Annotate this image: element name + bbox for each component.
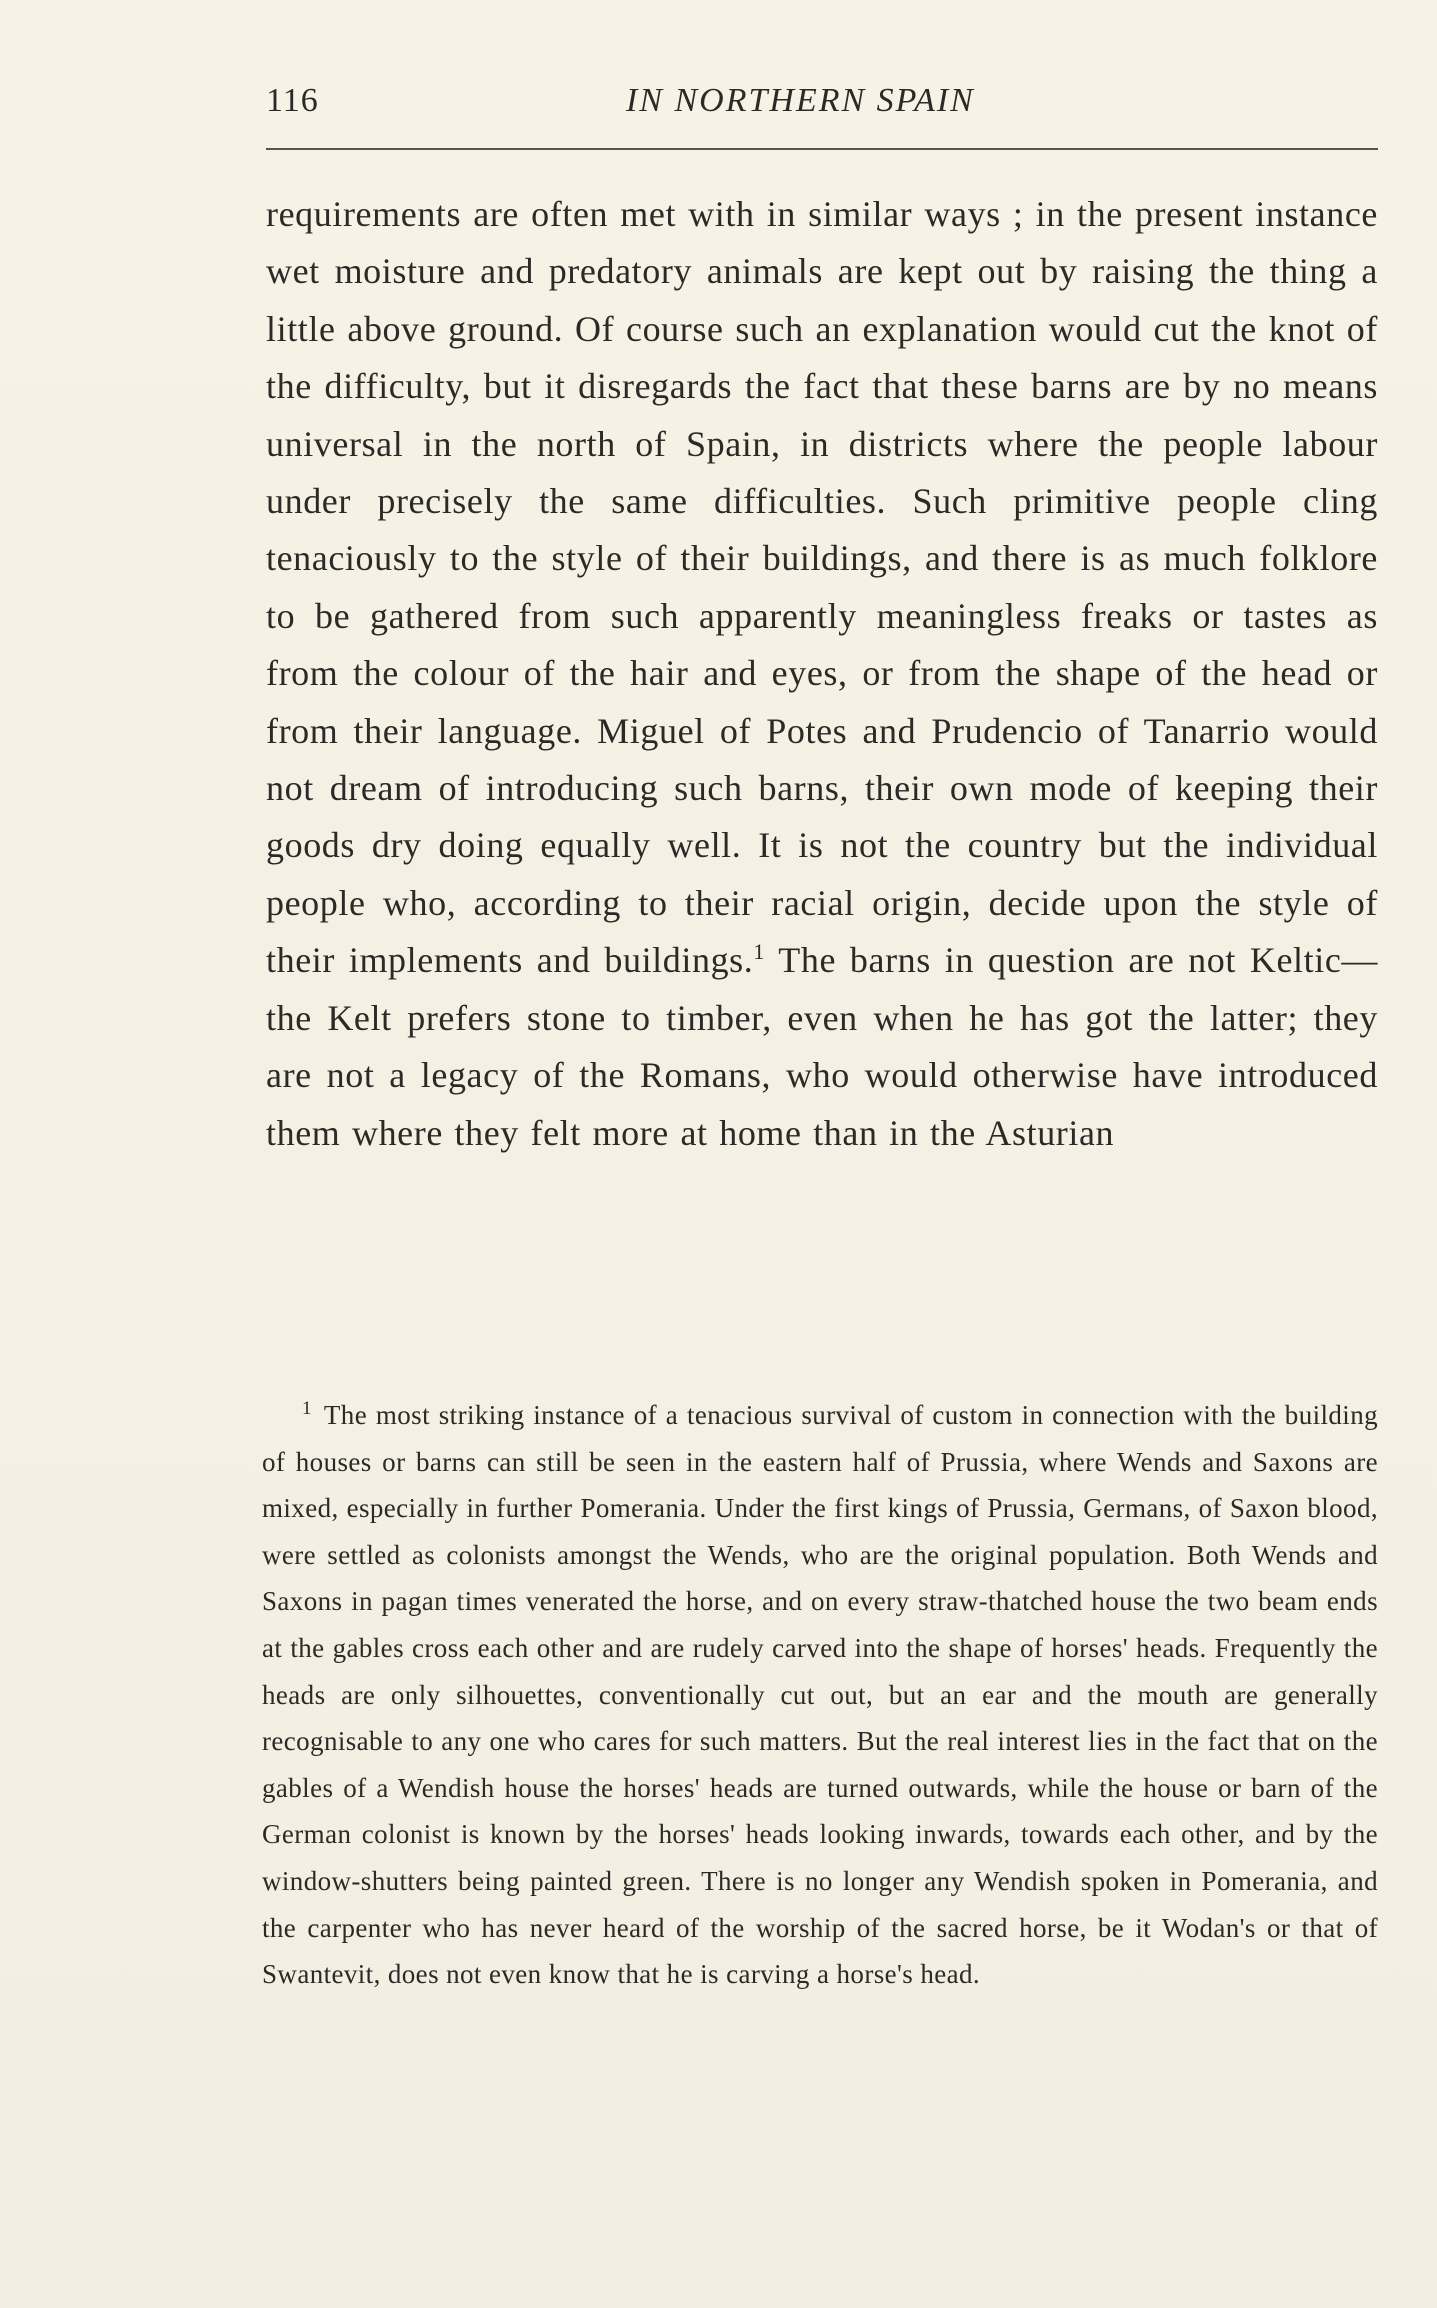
page-header: [266, 82, 1378, 132]
page-number: 116: [266, 82, 319, 119]
footnote-text: The most striking instance of a tenacious survival of custom in connection with the building of houses or barns can still be seen in the eastern half of Prussia, where Wends and Saxons are mixed, especially in further Pomerania. Under the first kings of Prussia, Germans, of Saxon blood, were settled as colonists amongst the Wends, who are the original population. Both Wends and Saxons in pagan times venerated the horse, and on every straw-thatched house the two beam ends at the gables cross each other and are rudely carved into the shape of horses' heads. Frequently the heads are only silhouettes, conventionally cut out, but an ear and the mouth are generally recognisable to any one who cares for such matters. But the real interest lies in the fact that on the gables of a Wendish house the horses' heads are turned outwards, while the house or barn of the German colonist is known by the horses' heads looking inwards, towards each other, and by the window-shutters being painted green. There is no longer any Wendish spoken in Pomerania, and the carpenter who has never heard of the worship of the sacred horse, be it Wodan's or that of Swantevit, does not even know that he is carving a horse's head.: [262, 1400, 1378, 1990]
running-head: IN NORTHERN SPAIN: [626, 82, 975, 119]
footnote-marker: 1: [302, 1398, 312, 1419]
header-rule: [266, 148, 1378, 150]
body-text-part-1: requirements are often met with in similar ways ; in the present instance wet moisture and predatory animals are kept out by raising the thing a little above ground. Of course such an explanation would cut the knot of the difficulty, but it disregards the fact that these barns are by no means universal in the north of Spain, in districts where the people labour under precisely the same difficulties. Such primitive people cling tenaciously to the style of their buildings, and there is as much folklore to be gathered from such apparently meaningless freaks or tastes as from the colour of the hair and eyes, or from the shape of the head or from their language. Miguel of Potes and Prudencio of Tanarrio would not dream of introducing such barns, their own mode of keeping their goods dry doing equally well. It is not the country but the individual people who, according to their racial origin, decide upon the style of their implements and buildings.: [266, 194, 1378, 981]
footnote: [262, 1392, 1378, 1998]
body-paragraph: [266, 186, 1378, 1162]
body-text-part-2: The barns in question are not Keltic—the Kelt prefers stone to timber, even when he has got the latter; they are not a legacy of the Romans, who would otherwise have introduced them where they felt more at home than in the Asturian: [266, 940, 1379, 1153]
footnote-reference: 1: [753, 939, 766, 965]
